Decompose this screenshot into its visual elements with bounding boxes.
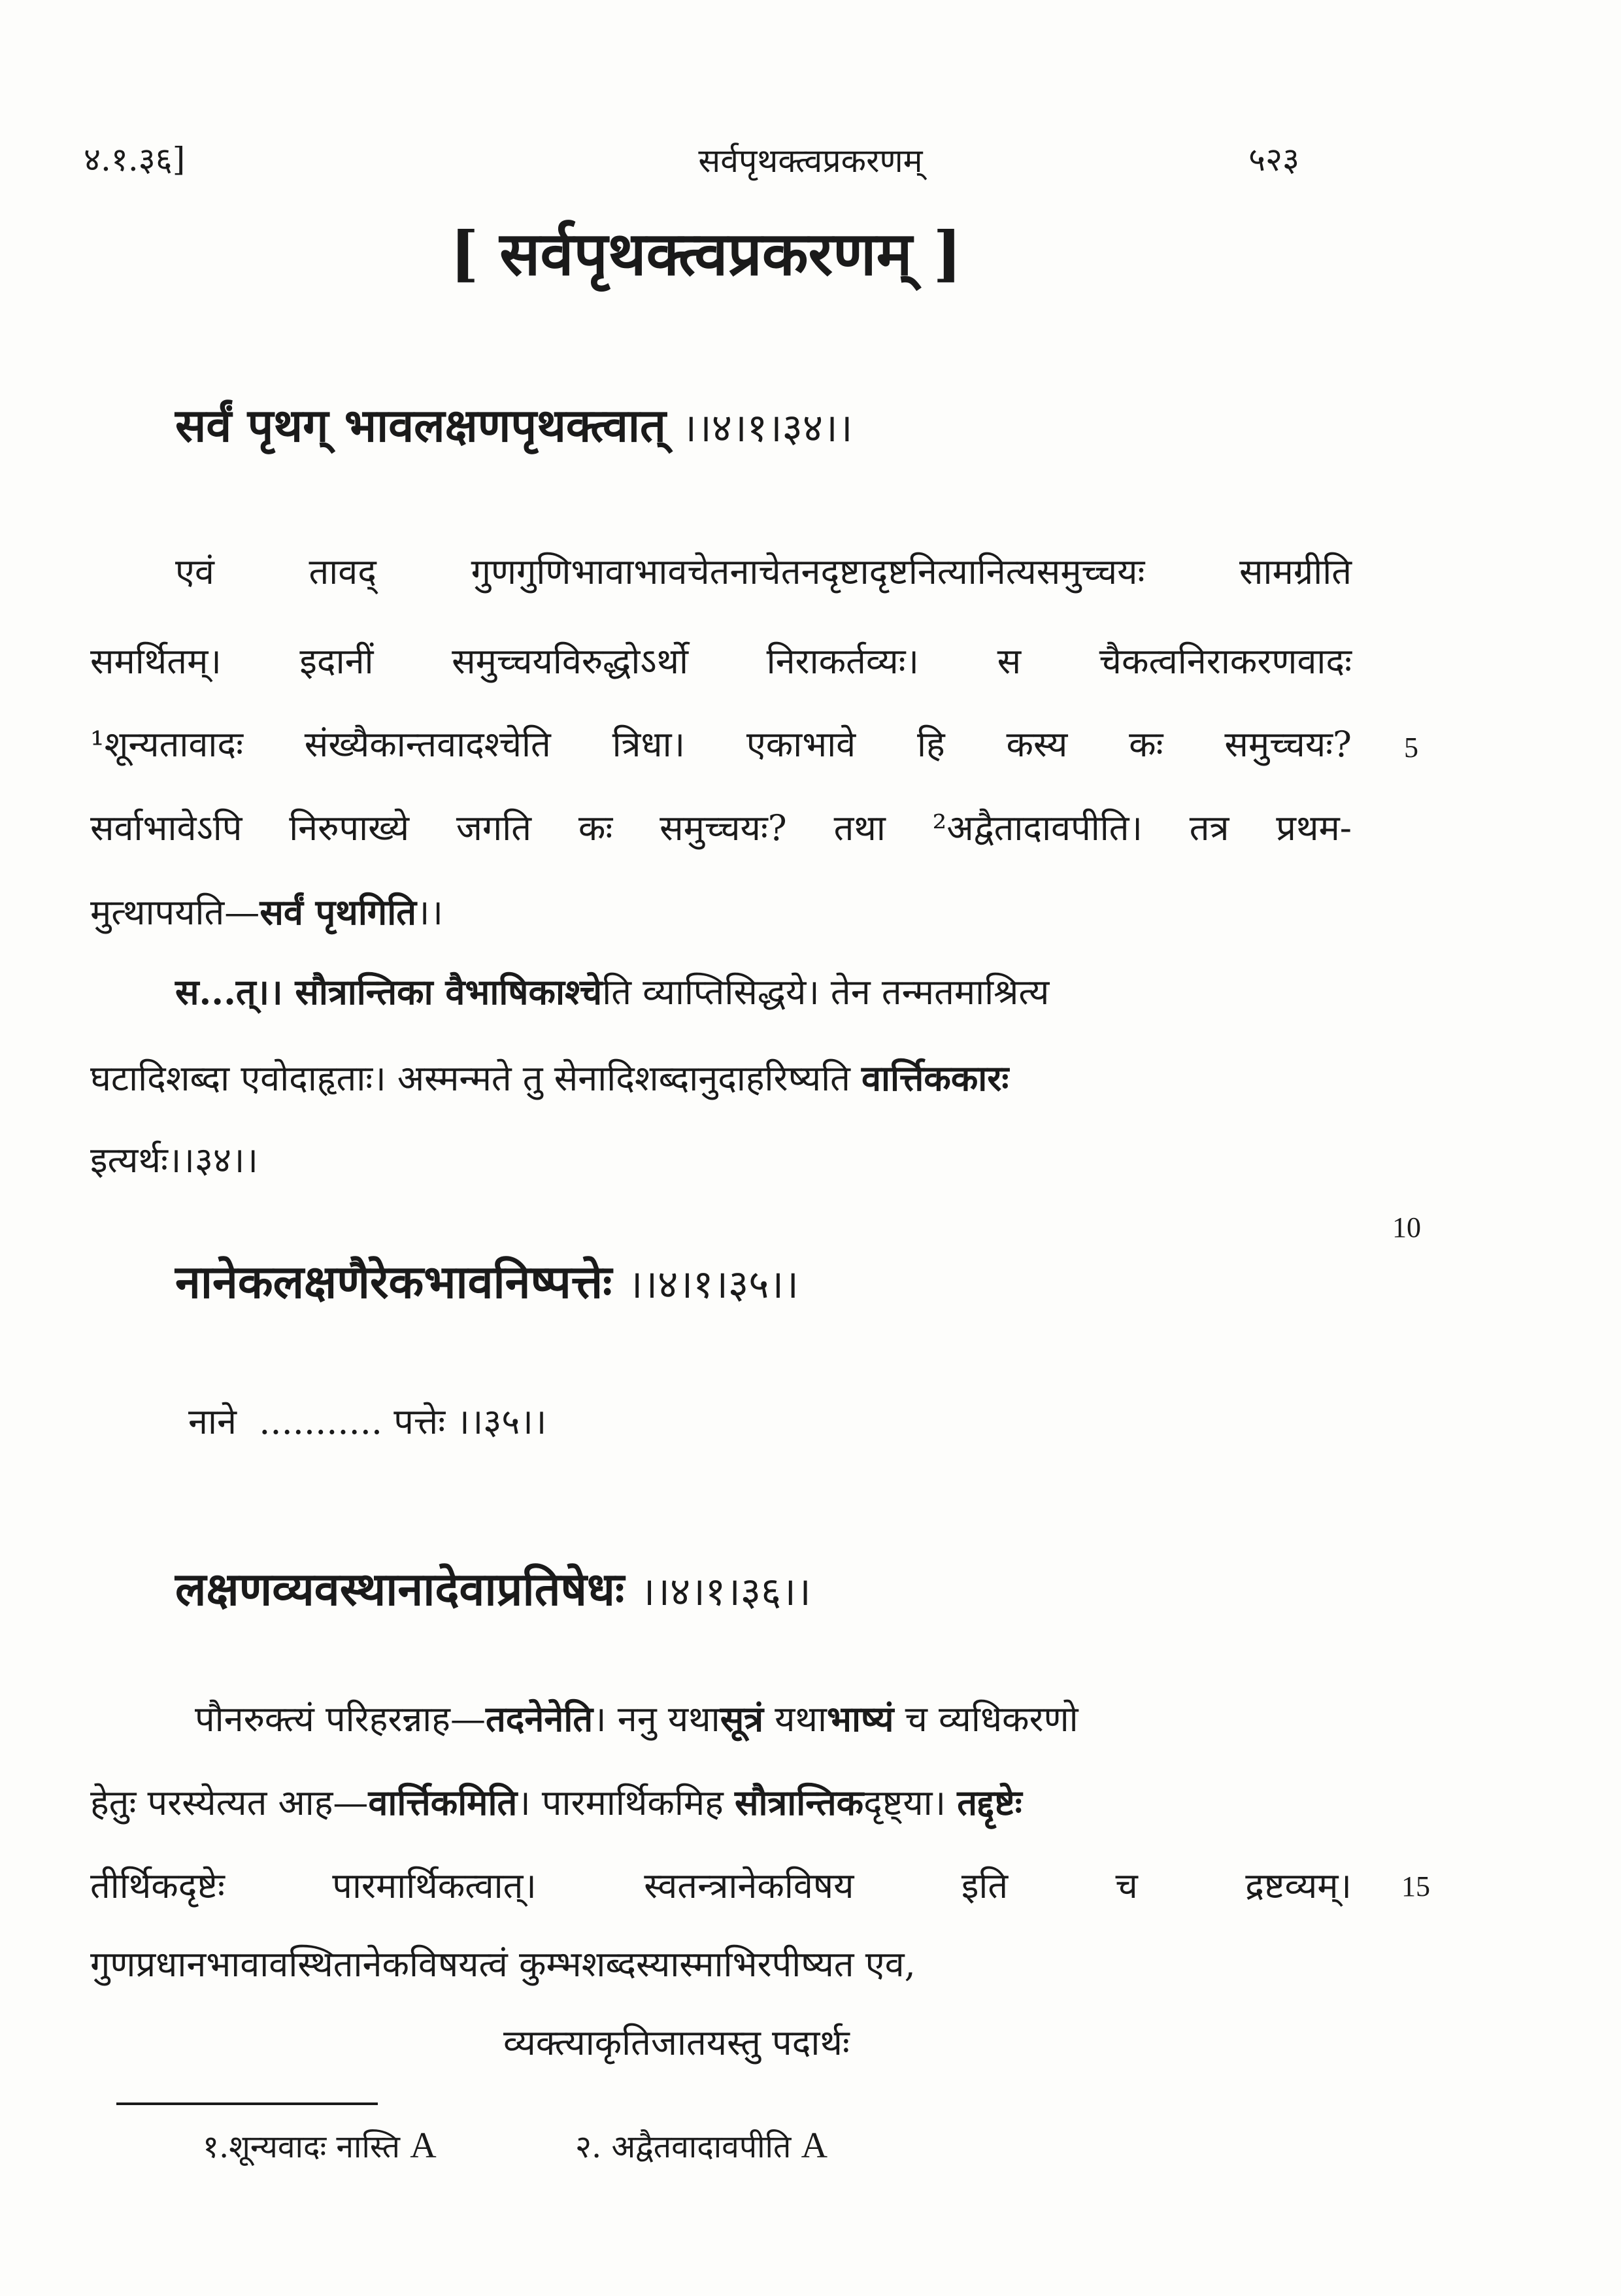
para4-line1-post: च व्यधिकरणो — [894, 1698, 1078, 1740]
para1-line5-pre: मुत्थापयति— — [90, 892, 260, 933]
footnote-1 — [203, 2125, 437, 2167]
para2-line1-post: ति व्याप्तिसिद्धये। तेन तन्मतमाश्रित्य — [602, 971, 1050, 1013]
line-number-5: 5 — [1404, 732, 1418, 764]
line-number-15: 15 — [1401, 1870, 1430, 1902]
sutra-34-text: सर्वं पृथग् भावलक्षणपृथक्त्वात् — [175, 398, 666, 452]
para1-line5-post: ।। — [416, 892, 443, 933]
para4-line2-pre: हेतुः परस्येत्यत आह— — [90, 1782, 369, 1823]
line-number-10: 10 — [1392, 1211, 1421, 1243]
para2-line1 — [175, 971, 1050, 1013]
para4-line2 — [90, 1781, 1022, 1823]
footnote-2-text: २. अद्वैतवादावपीति — [575, 2129, 801, 2165]
header-running-title: सर्वपृथक्त्वप्रकरणम् — [698, 142, 923, 180]
para4-line1-mid2: यथा — [763, 1698, 827, 1740]
para4-line3: तीर्थिकदृष्टेः पारमार्थिकत्वात्। स्वतन्त्रानेकविषय इति च द्रष्टव्यम्। — [90, 1865, 1352, 1906]
sutra-36-number: ।।४।१।३६।। — [640, 1569, 811, 1615]
sutra-36 — [175, 1556, 811, 1619]
para1-line1: एवं तावद् गुणगुणिभावाभावचेतनाचेतनदृष्टादृष्टनित्यानित्यसमुच्चयः सामग्रीति — [175, 551, 1352, 592]
para4-line2-mid2: दृष्ट्या। — [863, 1782, 958, 1823]
para4-line1-mid1: । ननु यथा — [593, 1698, 720, 1740]
sutra-34-number: ।।४।१।३४।। — [682, 405, 853, 451]
para4-line2-mid: । पारमार्थिकमिह — [517, 1782, 735, 1823]
para3-line1: नाने ........... पत्तेः ।।३५।। — [188, 1401, 547, 1442]
para2-line2-bold: वार्त्तिककारः — [861, 1057, 1009, 1099]
footnote-2-source: A — [801, 2125, 828, 2166]
section-title: [ सर्वपृथक्त्वप्रकरणम् ] — [450, 218, 962, 289]
header-page-number: ५२३ — [1248, 141, 1299, 178]
footnote-2 — [575, 2125, 827, 2167]
sutra-35-text: नानेकलक्षणैरेकभावनिष्पत्तेः — [175, 1255, 612, 1309]
sutra-35 — [175, 1249, 799, 1311]
para4-line1 — [195, 1698, 1078, 1740]
para4-line1-bold2: सूत्रं — [720, 1698, 763, 1740]
para4-line5: व्यक्त्याकृतिजातयस्तु पदार्थः — [503, 2022, 850, 2063]
para2-line3: इत्यर्थः।।३४।। — [90, 1140, 258, 1181]
para1-line2: समर्थितम्। इदानीं समुच्चयविरुद्धोऽर्थो निराकर्तव्यः। स चैकत्वनिराकरणवादः — [90, 641, 1352, 682]
footnote-1-source: A — [410, 2125, 437, 2166]
para1-line4: सर्वाभावेऽपि निरुपाख्ये जगति कः समुच्चयः? तथा ²अद्वैतादावपीति। तत्र प्रथम- — [90, 807, 1352, 849]
sutra-34 — [175, 392, 853, 455]
para4-line2-bold2: सौत्रान्तिक — [734, 1781, 864, 1823]
para4-line4: गुणप्रधानभावावस्थितानेकविषयत्वं कुम्भशब्दस्यास्माभिरपीष्यत एव, — [90, 1944, 916, 1985]
para1-line5-bold: सर्वं पृथगिति — [259, 891, 416, 933]
para4-line1-bold1: तदनेनेति — [485, 1698, 593, 1740]
para2-line1-bold: स...त्।। सौत्रान्तिका वैभाषिकाश्चे — [175, 971, 603, 1013]
para1-line3: ¹शून्यतावादः संख्यैकान्तवादश्चेति त्रिधा। एकाभावे हि कस्य कः समुच्चयः? — [90, 724, 1352, 765]
para4-line2-bold3: तद्दृष्टेः — [957, 1781, 1022, 1823]
para2-line2 — [90, 1057, 1009, 1099]
para4-line1-pre: पौनरुक्त्यं परिहरन्नाह— — [195, 1698, 486, 1740]
para2-line2-pre: घटादिशब्दा एवोदाहृताः। अस्मन्मते तु सेनादिशब्दानुदाहरिष्यति — [90, 1058, 862, 1099]
para4-line2-bold1: वार्त्तिकमिति — [368, 1781, 518, 1823]
footnote-1-text: १.शून्यवादः नास्ति — [203, 2129, 410, 2165]
header-section-number: ४.१.३६] — [84, 141, 186, 178]
sutra-36-text: लक्षणव्यवस्थानादेवाप्रतिषेधः — [175, 1562, 625, 1616]
para4-line1-bold3: भाष्यं — [826, 1698, 894, 1740]
footnote-rule — [116, 2102, 378, 2105]
para1-line5 — [90, 891, 443, 933]
sutra-35-number: ।।४।१।३५।। — [627, 1262, 799, 1308]
